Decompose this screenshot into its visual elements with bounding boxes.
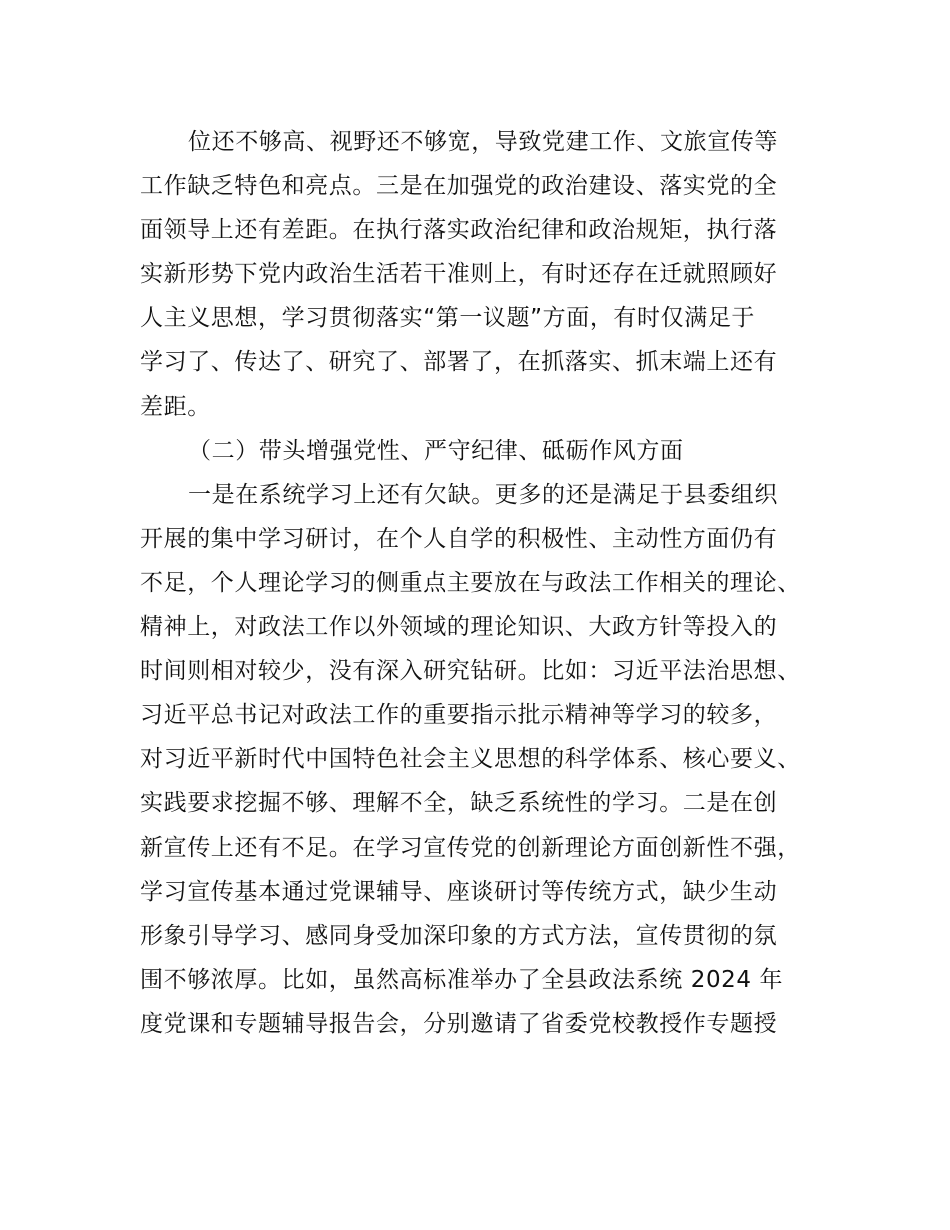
text-line: 围不够浓厚。比如，虽然高标准举办了全县政法系统 2024 年 <box>140 966 784 993</box>
text-line: 差距。 <box>140 393 211 420</box>
text-line: 学习宣传基本通过党课辅导、座谈研讨等传统方式，缺少生动 <box>140 878 778 905</box>
text-line: 不足，个人理论学习的侧重点主要放在与政法工作相关的理论、 <box>140 569 801 596</box>
text-line: 实新形势下党内政治生活若干准则上，有时还存在迁就照顾好 <box>140 261 778 288</box>
text-line: 精神上，对政法工作以外领域的理论知识、大政方针等投入的 <box>140 614 778 641</box>
text-line: 对习近平新时代中国特色社会主义思想的科学体系、核心要义、 <box>140 746 801 773</box>
body-text <box>140 120 840 1046</box>
text-line: 一是在系统学习上还有欠缺。更多的还是满足于县委组织 <box>188 481 778 508</box>
text-line: 习近平总书记对政法工作的重要指示批示精神等学习的较多， <box>140 702 778 729</box>
text-line: 时间则相对较少，没有深入研究钻研。比如：习近平法治思想、 <box>140 658 801 685</box>
text-line: 实践要求挖掘不够、理解不全，缺乏系统性的学习。二是在创 <box>140 790 778 817</box>
text-line: 形象引导学习、感同身受加深印象的方式方法，宣传贯彻的氛 <box>140 922 778 949</box>
text-line: 面领导上还有差距。在执行落实政治纪律和政治规矩，执行落 <box>140 217 778 244</box>
text-line: 开展的集中学习研讨，在个人自学的积极性、主动性方面仍有 <box>140 525 778 552</box>
section-heading: （二）带头增强党性、严守纪律、砥砺作风方面 <box>188 437 684 464</box>
text-line: 度党课和专题辅导报告会，分别邀请了省委党校教授作专题授 <box>140 1010 778 1037</box>
text-line: 工作缺乏特色和亮点。三是在加强党的政治建设、落实党的全 <box>140 173 778 200</box>
text-line: 人主义思想，学习贯彻落实“第一议题”方面，有时仅满足于 <box>140 305 756 332</box>
text-line: 新宣传上还有不足。在学习宣传党的创新理论方面创新性不强， <box>140 834 801 861</box>
text-line: 学习了、传达了、研究了、部署了，在抓落实、抓末端上还有 <box>140 349 778 376</box>
text-line: 位还不够高、视野还不够宽，导致党建工作、文旅宣传等 <box>188 129 778 155</box>
